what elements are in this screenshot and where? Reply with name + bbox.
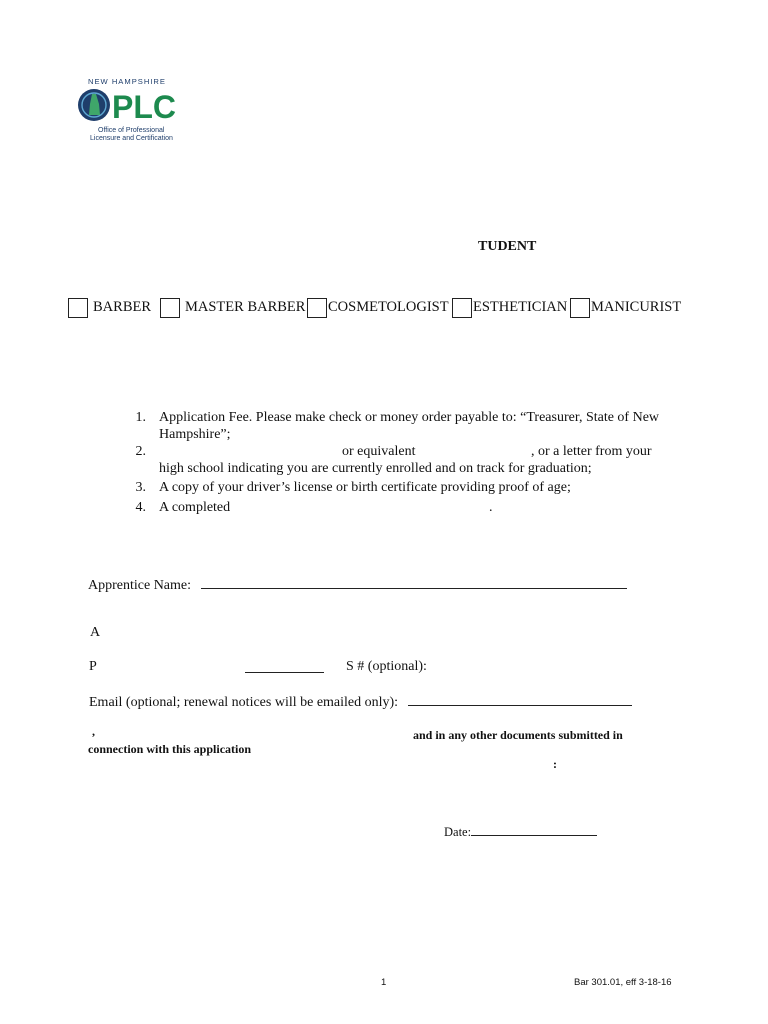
nh-oplc-logo xyxy=(76,76,196,146)
document-code: Bar 301.01, eff 3-18-16 xyxy=(574,977,672,988)
list-number: 1. xyxy=(135,410,146,425)
requirement-3-line-1: A copy of your driver’s license or birth certificate providing proof of age; xyxy=(159,480,571,495)
phone-field[interactable] xyxy=(245,659,324,673)
label-manicurist: MANICURIST xyxy=(591,299,682,315)
requirement-4-tail: . xyxy=(489,500,493,515)
apprentice-name-label: Apprentice Name: xyxy=(88,578,192,593)
checkbox-esthetician[interactable] xyxy=(452,298,472,318)
checkbox-cosmetologist[interactable] xyxy=(307,298,327,318)
requirement-2-segment-b: , or a letter from your xyxy=(531,444,652,459)
license-type-options xyxy=(68,298,708,322)
logo-subtitle-2: Licensure and Certification xyxy=(90,135,173,142)
date-row xyxy=(444,824,597,840)
label-cosmetologist: COSMETOLOGIST xyxy=(328,299,449,315)
requirement-4-line-1: A completed xyxy=(159,500,231,515)
checkbox-manicurist[interactable] xyxy=(570,298,590,318)
list-number: 4. xyxy=(135,500,146,515)
phone-label: P xyxy=(89,659,97,674)
logo-graphic xyxy=(76,76,196,146)
email-row xyxy=(89,692,632,711)
apprentice-name-row xyxy=(88,575,627,594)
requirement-1-line-2: Hampshire”; xyxy=(159,427,231,442)
list-number: 2. xyxy=(135,444,146,459)
page-number: 1 xyxy=(381,977,387,988)
date-label: Date: xyxy=(444,825,472,839)
email-label: Email (optional; renewal notices will be emailed only): xyxy=(89,695,399,710)
form-heading: TUDENT xyxy=(478,239,537,254)
requirement-2-line-2: high school indicating you are currently enrolled and on track for graduation; xyxy=(159,461,592,476)
attest-line-1: and in any other documents submitted in xyxy=(413,728,623,742)
attest-colon: : xyxy=(553,757,557,771)
ss-number-label: S # (optional): xyxy=(346,659,427,674)
logo-mark: PLC xyxy=(112,89,176,125)
checkbox-master-barber[interactable] xyxy=(160,298,180,318)
email-field[interactable] xyxy=(408,692,632,706)
list-number: 3. xyxy=(135,480,146,495)
attest-comma: , xyxy=(92,724,95,738)
label-esthetician: ESTHETICIAN xyxy=(473,299,568,315)
checkbox-barber[interactable] xyxy=(68,298,88,318)
logo-top-text: NEW HAMPSHIRE xyxy=(88,77,166,86)
requirement-2-segment-a: or equivalent xyxy=(342,444,416,459)
address-label: A xyxy=(90,625,101,640)
requirement-1-line-1: Application Fee. Please make check or money order payable to: “Treasurer, State of New xyxy=(159,410,660,425)
attest-line-2: connection with this application xyxy=(88,742,252,756)
apprentice-name-field[interactable] xyxy=(201,575,627,589)
date-field[interactable] xyxy=(471,824,597,836)
logo-subtitle-1: Office of Professional xyxy=(98,127,165,134)
label-master-barber: MASTER BARBER xyxy=(185,299,306,315)
label-barber: BARBER xyxy=(93,299,152,315)
